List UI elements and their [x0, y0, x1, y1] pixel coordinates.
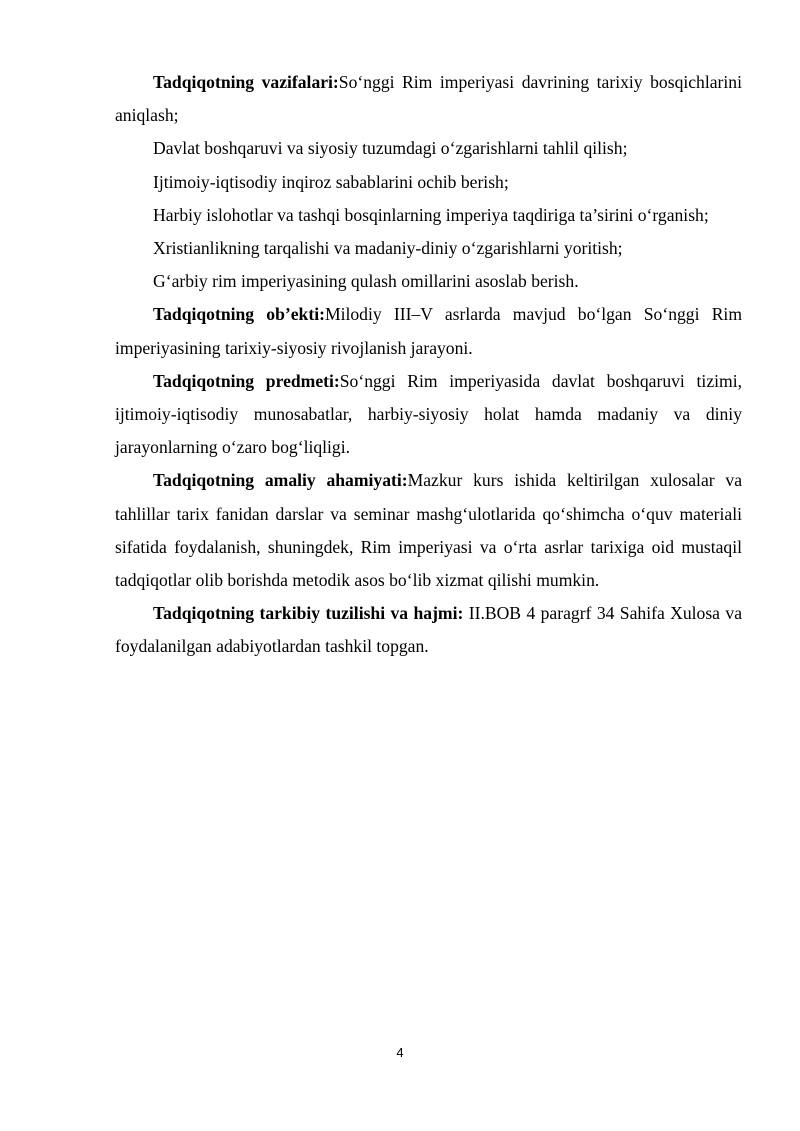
paragraph-amaliy-ahamiyati — [115, 464, 742, 597]
task-item — [115, 132, 742, 165]
paragraph-text: So‘nggi Rim imperiyasida davlat boshqaruvi tizimi, ijtimoiy-iqtisodiy munosabatlar, harbiy-siyosiy holat hamda madaniy va diniy jarayonlarning o‘zaro bog‘liqligi. — [115, 370, 742, 458]
paragraph-text: Ijtimoiy-iqtisodiy inqiroz sabablarini ochib berish; — [153, 171, 509, 192]
document-body — [115, 66, 742, 664]
paragraph-tarkibiy-tuzilishi — [115, 597, 742, 663]
paragraph-text: G‘arbiy rim imperiyasining qulash omillarini asoslab berish. — [153, 271, 579, 292]
task-item — [115, 199, 742, 232]
task-item — [115, 232, 742, 265]
paragraph-label: Tadqiqotning vazifalari: — [153, 72, 339, 92]
paragraph-text: So‘nggi Rim imperiyasi davrining tarixiy bosqichlarini aniqlash; — [115, 72, 742, 126]
paragraph-label: Tadqiqotning amaliy ahamiyati: — [153, 470, 408, 491]
paragraph-label: Tadqiqotning tarkibiy tuzilishi va hajmi: — [153, 603, 469, 624]
paragraph-text: Harbiy islohotlar va tashqi bosqinlarning imperiya taqdiriga ta’sirini o‘rganish; — [153, 204, 709, 225]
paragraph-text: Xristianlikning tarqalishi va madaniy-diniy o‘zgarishlarni yoritish; — [153, 238, 623, 259]
paragraph-vazifalari — [115, 66, 742, 132]
paragraph-label: Tadqiqotning predmeti: — [153, 370, 340, 391]
page-number: 4 — [396, 1045, 404, 1060]
paragraph-text: Davlat boshqaruvi va siyosiy tuzumdagi o‘zgarishlarni tahlil qilish; — [153, 138, 628, 159]
paragraph-text: Mazkur kurs ishida keltirilgan xulosalar va tahlillar tarix fanidan darslar va seminar mashg‘ulotlarida qo‘shimcha o‘quv materiali sifatida foydalanish, shuningdek, Rim imperiyasi va o‘rta asrlar tarixiga oid mustaqil tadqiqotlar olib borishda metodik asos bo‘lib xizmat qilishi mumkin. — [115, 470, 743, 591]
task-item — [115, 166, 742, 199]
task-item — [115, 265, 742, 298]
paragraph-text: Milodiy III–V asrlarda mavjud bo‘lgan So‘nggi Rim imperiyasining tarixiy-siyosiy rivojlanish jarayoni. — [115, 304, 743, 358]
paragraph-obekti — [115, 298, 742, 364]
paragraph-predmeti — [115, 365, 742, 465]
paragraph-label: Tadqiqotning ob’ekti: — [153, 304, 325, 325]
paragraph-text: II.BOB 4 paragrf 34 Sahifa Xulosa va foydalanilgan adabiyotlardan tashkil topgan. — [115, 603, 742, 657]
